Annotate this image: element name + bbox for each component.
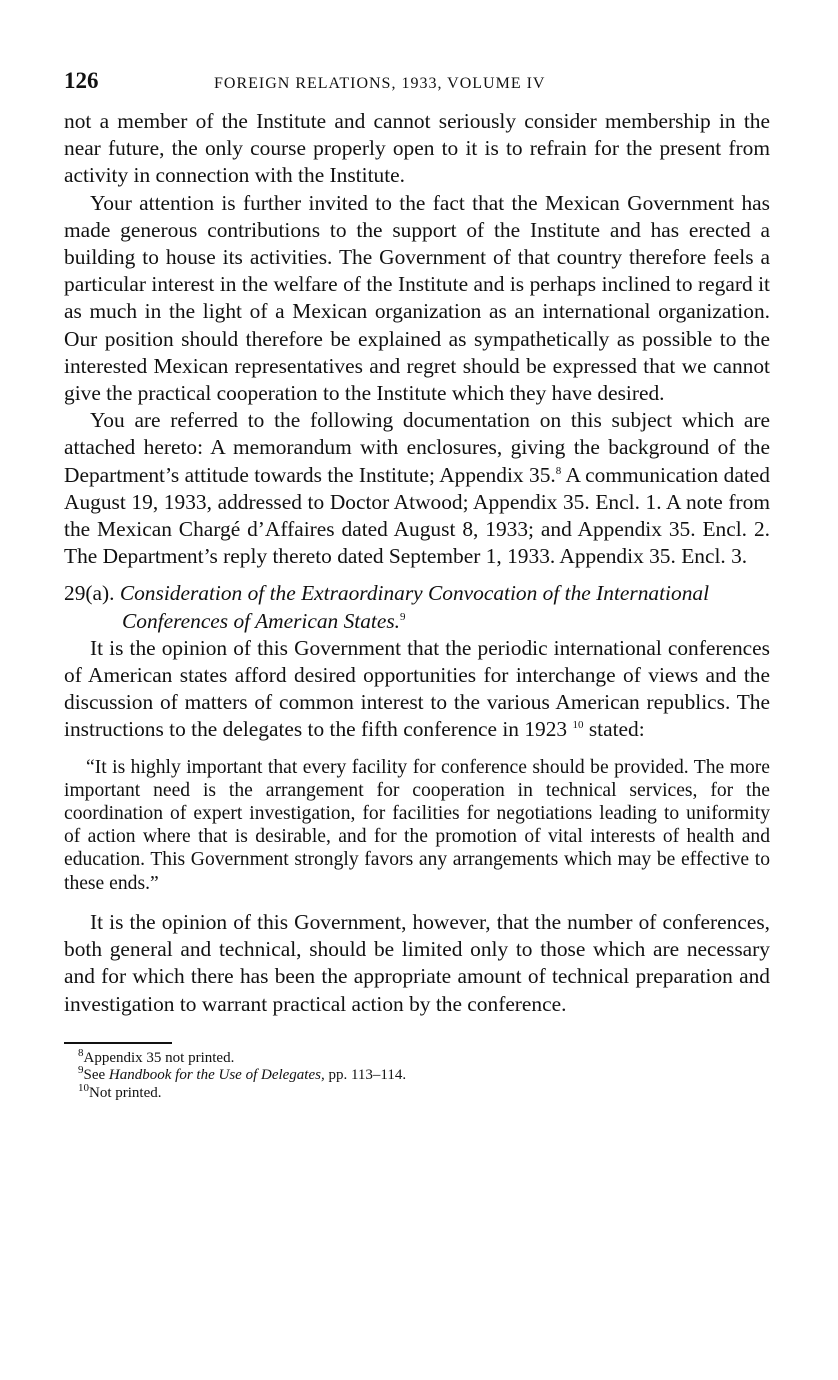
running-head: FOREIGN RELATIONS, 1933, VOLUME IV <box>214 75 546 92</box>
footnote-ref-10: 10 <box>572 719 584 732</box>
footnote-mark-8: 8 <box>78 1046 84 1059</box>
paragraph-documentation <box>64 407 770 570</box>
paragraph-mexican-government: Your attention is further invited to the fact that the Mexican Government has made generous contributions to the support of the Institute and has erected a building to house its activities. The Government of that country therefore feels a particular interest in the welfare of the Institute and is perhaps inclined to regard it as much in the light of a Mexican organization as an international organization. Our position should therefore be explained as sympathetically as possible to the interested Mexican representatives and regret should be expressed that we cannot give the practical cooperation to the Institute which they have desired. <box>64 190 770 406</box>
document-page <box>64 68 770 1102</box>
page-number: 126 <box>64 68 99 93</box>
footnote-text-8: Appendix 35 not printed. <box>83 1049 235 1066</box>
footnote-text-9-post: pp. 113–114. <box>324 1067 407 1084</box>
page-header <box>64 68 770 108</box>
paragraph-documentation-part1: You are referred to the following documentation on this subject which are attached hereto: A memorandum with enclosures, giving the background of the Department’s attitude towards the Institute; Appendix 35. <box>64 408 770 487</box>
footnote-text-9-pre: See <box>83 1067 109 1084</box>
paragraph-continued: not a member of the Institute and cannot seriously consider membership in the near future, the only course properly open to it is to refrain for the present from activity in connection with the Institute. <box>64 109 770 188</box>
footnote-mark-9: 9 <box>78 1064 84 1077</box>
footnote-9 <box>64 1064 770 1085</box>
section-title: Consideration of the Extraordinary Convocation of the International Conferences of American States. <box>119 581 710 633</box>
paragraph-limit-conferences: It is the opinion of this Government, however, that the number of conferences, both general and technical, should be limited only to those which are necessary and for which there has been the appropriate amount of technical preparation and investigation to warrant practical action by the conference. <box>64 909 770 1016</box>
paragraph-documentation-part2: A communication dated August 19, 1933, addressed to Doctor Atwood; Appendix 35. Encl. 1. A note from the Mexican Chargé d’Affaires dated August 8, 1933; and Appendix 35. Encl. 2. The Department’s reply thereto dated September 1, 1933. Appendix 35. Encl. 3. <box>64 462 770 569</box>
section-heading <box>64 580 770 634</box>
footnote-8 <box>64 1046 770 1068</box>
footnote-ref-8: 8 <box>555 464 562 477</box>
paragraph-opinion-part2: stated: <box>583 717 645 742</box>
section-number: 29(a). <box>64 581 115 606</box>
footnote-10 <box>64 1081 770 1103</box>
footnote-text-9-title: Handbook for the Use of Delegates, <box>108 1067 325 1084</box>
paragraph-opinion-part1: It is the opinion of this Government that the periodic international conferences of American states afford desired opportunities for interchange of views and the discussion of matters of common interest to the various American republics. The instructions to the delegates to the fifth conference in 1923 <box>64 635 770 742</box>
paragraph-opinion-conferences <box>64 635 770 744</box>
footnote-ref-9: 9 <box>400 610 406 623</box>
block-quote: “It is highly important that every facility for conference should be provided. The more important need is the arrangement for cooperation in technical services, for the coordination of expert investigation, for facilities for negotiations leading to uniformity of action where that is desirable, and for the promotion of vital interests of health and education. This Government strongly favors any arrangements which may be effective to these ends.” <box>64 756 770 894</box>
footnote-text-10: Not printed. <box>89 1084 162 1101</box>
footnote-divider <box>64 1042 172 1044</box>
footnote-mark-10: 10 <box>78 1081 89 1094</box>
